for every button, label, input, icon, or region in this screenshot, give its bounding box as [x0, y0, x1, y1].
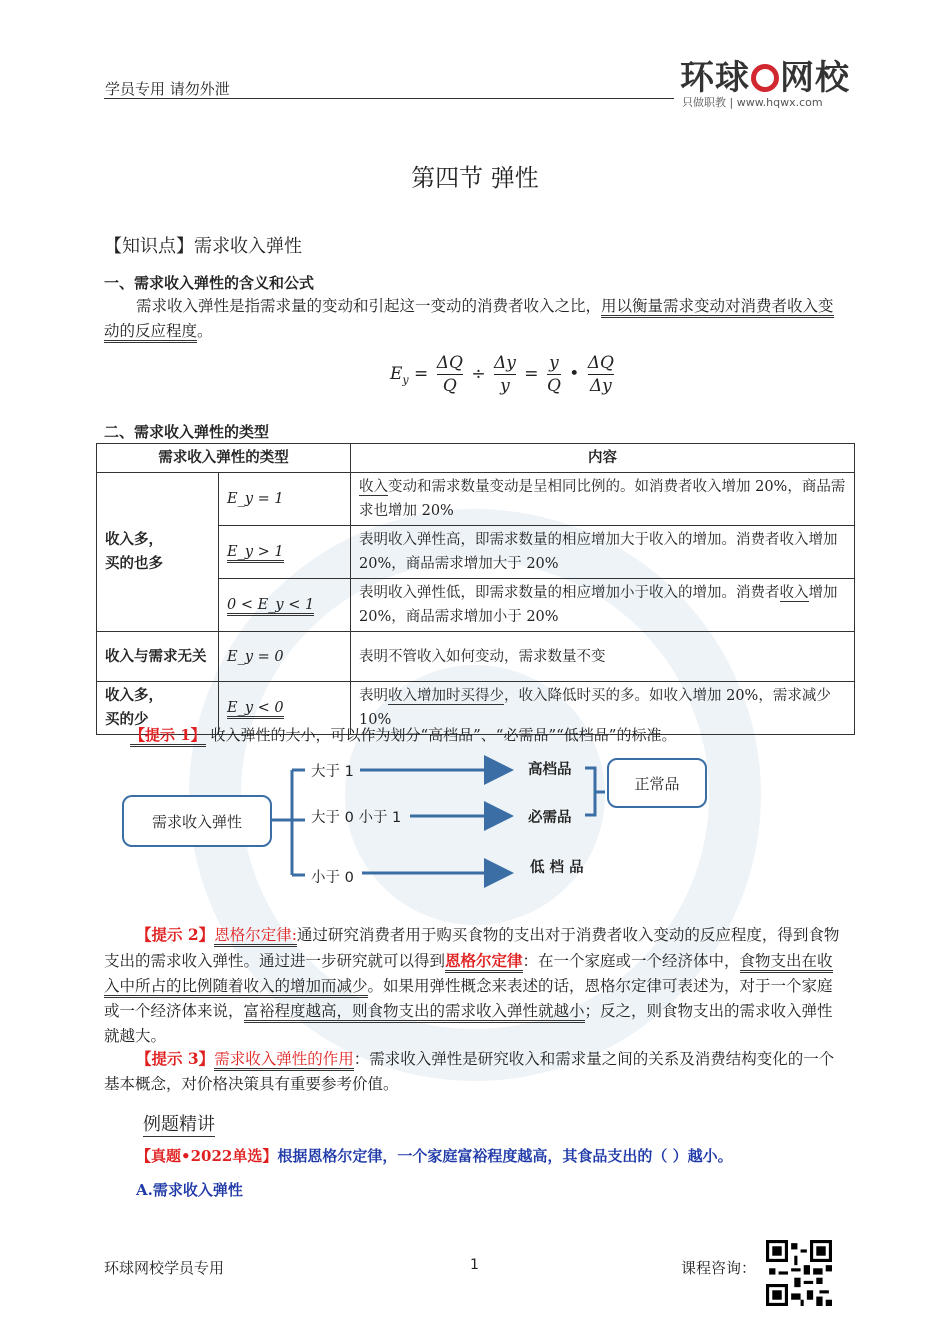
- elasticity-types-table: [96, 443, 855, 735]
- tip2-text-2: ：在一个家庭或一个经济体中，: [522, 952, 740, 970]
- knowledge-point-heading: 【知识点】需求收入弹性: [104, 236, 302, 257]
- tip3-tag: 【提示 3】: [136, 1049, 215, 1068]
- tip2-tag: 【提示 2】: [136, 925, 215, 944]
- tip2-text-4: ；反之，则食物支出的需求收入弹性就越大。: [104, 1002, 833, 1045]
- table-condition: 0 < E_y < 1: [219, 579, 351, 632]
- table-content: 表明收入弹性低，即需求数量的相应增加小于收入的增加。消费者收入增加 20%，商品需求增加小于 20%: [351, 579, 855, 632]
- tip2-name: 恩格尔定律:: [214, 926, 297, 947]
- table-row: [97, 473, 855, 526]
- tip2-text-1: 通过研究消费者用于购买食物的支出对于消费者收入变动的反应程度，得到食物支出的需求收入弹性。通过进一步研究就可以得到: [104, 926, 840, 970]
- example-question-text: 根据恩格尔定律，一个家庭富裕程度越高，其食品支出的（ ）越小。: [277, 1147, 733, 1165]
- table-content: 收入变动和需求数量变动是呈相同比例的。如消费者收入增加 20%，商品需求也增加 20%: [351, 473, 855, 526]
- table-row: [97, 632, 855, 682]
- formula-equals-2: =: [524, 364, 539, 384]
- section1-text: 需求收入弹性是指需求量的变动和引起这一变动的消费者收入之比，: [136, 297, 602, 315]
- logo-text-2: 网校: [780, 58, 850, 98]
- table-group-label: 收入多， 买的少: [97, 682, 219, 735]
- table-condition: E_y < 0: [219, 682, 351, 735]
- logo-text-1: 环球: [680, 58, 750, 98]
- table-content: 表明收入增加时买得少，收入降低时买的多。如收入增加 20%，需求减少 10%: [351, 682, 855, 735]
- formula-fraction-3: $\frac{y}{Q}$: [546, 353, 561, 396]
- table-header-type: 需求收入弹性的类型: [97, 444, 351, 473]
- tip3-text: ：需求收入弹性是研究收入和需求量之间的关系及消费结构变化的一个基本概念，对价格决策具有重要参考价值。: [104, 1050, 835, 1093]
- example-question: [136, 1145, 733, 1166]
- diagram-out-3: 低 档 品: [530, 860, 584, 876]
- table-content: 表明收入弹性高，即需求数量的相应增加大于收入的增加。消费者收入增加 20%，商品需求增加大于 20%: [351, 526, 855, 579]
- header-confidential-note: 学员专用 请勿外泄: [105, 80, 230, 98]
- header-divider: [104, 98, 674, 99]
- example-heading: 例题精讲: [143, 1110, 215, 1137]
- section1-underlined-2: 收入变动的反应程度: [104, 297, 834, 343]
- table-condition: E_y > 1: [219, 526, 351, 579]
- diagram-root-box: 需求收入弹性: [122, 795, 272, 847]
- diagram-out-2: 必需品: [528, 810, 572, 826]
- section2-heading: 二、需求收入弹性的类型: [104, 423, 270, 441]
- tip2: [104, 922, 844, 1049]
- logo-tagline: 只做职教 | www.hqwx.com: [682, 96, 823, 109]
- brand-logo: [680, 50, 850, 99]
- table-content: 表明不管收入如何变动，需求数量不变: [351, 632, 855, 682]
- table-header-content: 内容: [351, 444, 855, 473]
- tip2-underlined-2: 富裕程度越高，则食物支出的需求收入弹性就越小: [244, 1002, 585, 1023]
- formula-equals: =: [414, 364, 429, 384]
- tip3-name: 需求收入弹性的作用: [214, 1050, 354, 1071]
- table-condition: E_y = 0: [219, 632, 351, 682]
- formula-divide: ÷: [471, 364, 486, 384]
- diagram-branch-1: 大于 1: [311, 764, 354, 780]
- section1-paragraph: [104, 294, 844, 344]
- elasticity-formula: [390, 352, 617, 397]
- footer-left: 环球网校学员专用: [104, 1259, 225, 1277]
- formula-dot: •: [569, 364, 580, 384]
- formula-lhs: E: [390, 364, 403, 384]
- formula-fraction-1: $\frac{\Delta Q}{Q}$: [436, 353, 463, 396]
- table-group-label: 收入与需求无关: [97, 632, 219, 682]
- logo-ring-icon: [751, 64, 779, 92]
- diagram-out-1: 高档品: [528, 762, 572, 778]
- section1-end: 。: [197, 322, 213, 340]
- tip2-underlined-1: 食物支出在收入中所占的比例随着收入的增加而减少: [104, 952, 833, 998]
- example-tag: 【真题•2022单选】: [136, 1147, 278, 1165]
- page-number: 1: [470, 1257, 479, 1273]
- section1-heading: 一、需求收入弹性的含义和公式: [104, 274, 315, 292]
- tip1-text: 收入弹性的大小，可以作为划分“高档品”、“必需品”“低档品”的标准。: [205, 726, 677, 744]
- table-group-label: 收入多， 买的也多: [97, 473, 219, 632]
- tip2-text-3: 。如果用弹性概念来表述的话，恩格尔定律可表述为，对于一个家庭或一个经济体来说，: [104, 977, 833, 1020]
- formula-fraction-2: $\frac{\Delta y}{y}$: [493, 353, 516, 396]
- table-condition: E_y = 1: [219, 473, 351, 526]
- qr-code-icon[interactable]: [766, 1240, 832, 1306]
- table-header-row: [97, 444, 855, 473]
- tip1-tag: 【提示 1】: [130, 726, 206, 747]
- example-option-a[interactable]: A.需求收入弹性: [136, 1181, 243, 1199]
- diagram-bracket: [585, 768, 595, 815]
- diagram-branch-3: 小于 0: [311, 870, 354, 886]
- section1-underlined-1: 用以衡量需求变动对消费者: [601, 297, 787, 318]
- tip2-name-2: 恩格尔定律: [445, 951, 523, 973]
- diagram-branch-2: 大于 0 小于 1: [311, 810, 402, 826]
- tip3: [104, 1046, 844, 1097]
- formula-fraction-4: $\frac{\Delta Q}{\Delta y}$: [587, 353, 614, 396]
- diagram-group-box: 正常品: [607, 758, 707, 808]
- formula-lhs-sub: y: [402, 373, 409, 387]
- page-title: 第四节 弹性: [411, 164, 539, 192]
- footer-consult: 课程咨询：: [681, 1259, 757, 1277]
